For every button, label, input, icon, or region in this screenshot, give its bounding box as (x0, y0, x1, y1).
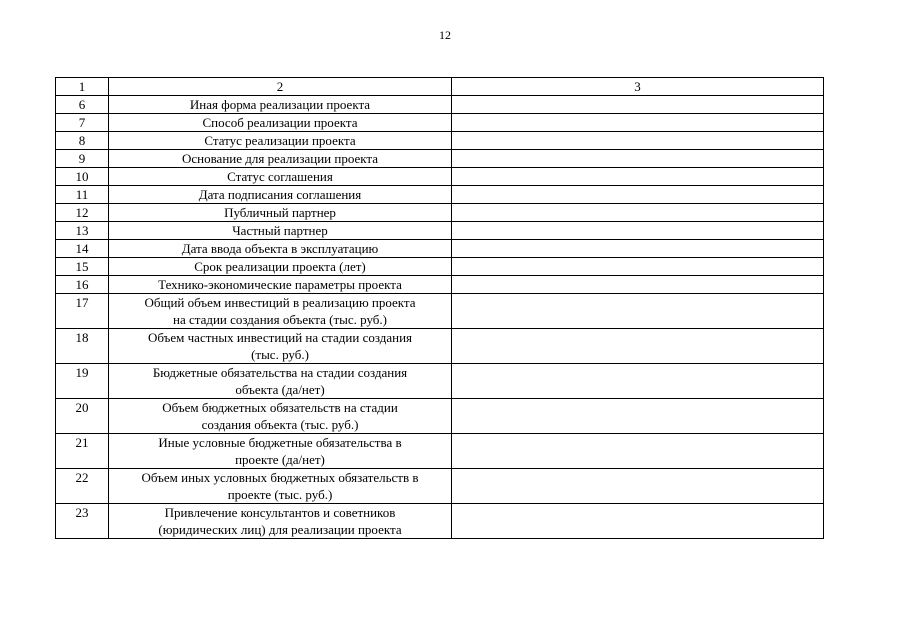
table-header-row (56, 78, 824, 96)
row-number-cell: 16 (56, 276, 109, 294)
row-number-cell: 13 (56, 222, 109, 240)
parameter-name-cell: Объем иных условных бюджетных обязательств в проекте (тыс. руб.) (109, 469, 452, 504)
parameter-value-cell (452, 329, 824, 364)
row-number-cell: 20 (56, 399, 109, 434)
parameter-value-cell (452, 132, 824, 150)
table-row (56, 276, 824, 294)
row-number-cell: 10 (56, 168, 109, 186)
row-number-cell: 21 (56, 434, 109, 469)
parameter-value-cell (452, 399, 824, 434)
parameter-name-cell: Статус реализации проекта (109, 132, 452, 150)
parameter-value-cell (452, 240, 824, 258)
row-number-cell: 11 (56, 186, 109, 204)
parameter-value-cell (452, 469, 824, 504)
parameter-name-cell: Частный партнер (109, 222, 452, 240)
table-row (56, 504, 824, 539)
parameter-name-cell: Технико-экономические параметры проекта (109, 276, 452, 294)
table-row (56, 364, 824, 399)
parameter-value-cell (452, 168, 824, 186)
row-number-cell: 23 (56, 504, 109, 539)
parameter-name-cell: Дата подписания соглашения (109, 186, 452, 204)
parameter-name-cell: Иные условные бюджетные обязательства в проекте (да/нет) (109, 434, 452, 469)
parameter-name-cell: Способ реализации проекта (109, 114, 452, 132)
parameter-name-cell: Объем частных инвестиций на стадии создания (тыс. руб.) (109, 329, 452, 364)
parameter-value-cell (452, 258, 824, 276)
table-row (56, 114, 824, 132)
table-row (56, 204, 824, 222)
parameter-value-cell (452, 186, 824, 204)
row-number-cell: 17 (56, 294, 109, 329)
parameter-value-cell (452, 96, 824, 114)
row-number-cell: 6 (56, 96, 109, 114)
row-number-cell: 12 (56, 204, 109, 222)
parameter-value-cell (452, 222, 824, 240)
parameter-name-cell: Срок реализации проекта (лет) (109, 258, 452, 276)
table-row (56, 469, 824, 504)
table-row (56, 434, 824, 469)
table-row (56, 329, 824, 364)
parameter-value-cell (452, 114, 824, 132)
parameter-name-cell: Статус соглашения (109, 168, 452, 186)
table-row (56, 132, 824, 150)
row-number-cell: 9 (56, 150, 109, 168)
parameter-value-cell (452, 204, 824, 222)
parameter-value-cell (452, 294, 824, 329)
row-number-cell: 14 (56, 240, 109, 258)
header-cell-3: 3 (452, 78, 824, 96)
parameter-name-cell: Дата ввода объекта в эксплуатацию (109, 240, 452, 258)
table-row (56, 258, 824, 276)
table-row (56, 150, 824, 168)
page-number: 12 (439, 28, 451, 42)
table-row (56, 240, 824, 258)
parameter-name-cell: Бюджетные обязательства на стадии создания объекта (да/нет) (109, 364, 452, 399)
parameter-name-cell: Публичный партнер (109, 204, 452, 222)
row-number-cell: 22 (56, 469, 109, 504)
header-cell-2: 2 (109, 78, 452, 96)
table-row (56, 168, 824, 186)
parameter-value-cell (452, 276, 824, 294)
parameter-name-cell: Привлечение консультантов и советников (юридических лиц) для реализации проекта (109, 504, 452, 539)
row-number-cell: 19 (56, 364, 109, 399)
parameter-value-cell (452, 504, 824, 539)
table-row (56, 399, 824, 434)
table-row (56, 294, 824, 329)
parameter-name-cell: Основание для реализации проекта (109, 150, 452, 168)
parameter-value-cell (452, 364, 824, 399)
row-number-cell: 8 (56, 132, 109, 150)
parameter-name-cell: Объем бюджетных обязательств на стадии создания объекта (тыс. руб.) (109, 399, 452, 434)
row-number-cell: 15 (56, 258, 109, 276)
table-row (56, 222, 824, 240)
row-number-cell: 18 (56, 329, 109, 364)
parameter-name-cell: Общий объем инвестиций в реализацию проекта на стадии создания объекта (тыс. руб.) (109, 294, 452, 329)
parameter-value-cell (452, 150, 824, 168)
parameter-value-cell (452, 434, 824, 469)
header-cell-1: 1 (56, 78, 109, 96)
table-row (56, 96, 824, 114)
row-number-cell: 7 (56, 114, 109, 132)
parameters-table (55, 77, 824, 539)
table-row (56, 186, 824, 204)
parameter-name-cell: Иная форма реализации проекта (109, 96, 452, 114)
